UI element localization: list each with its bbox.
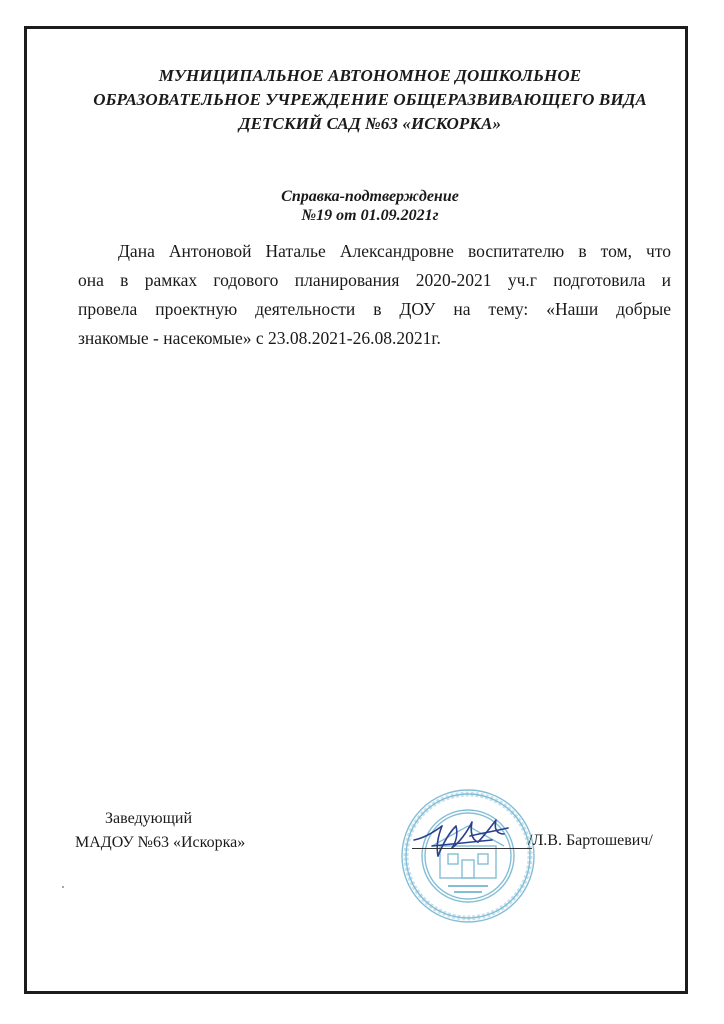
document-title-block [60, 187, 680, 225]
scan-artifact [62, 886, 64, 888]
header-line-3: ДЕТСКИЙ САД №63 «ИСКОРКА» [238, 114, 502, 133]
signatory-position [75, 807, 245, 855]
header-line-2: ОБРАЗОВАТЕЛЬНОЕ УЧРЕЖДЕНИЕ ОБЩЕРАЗВИВАЮЩЕГО ВИДА [93, 90, 647, 109]
signatory-name: /Л.В. Бартошевич/ [528, 832, 653, 849]
body-line-1: Дана Антоновой Наталье Александровне воспитателю в том, что [118, 241, 671, 261]
body-line-4: знакомые - насекомые» с 23.08.2021-26.08.2021г. [78, 328, 441, 348]
body-line-2: она в рамках годового планирования 2020-2021 уч.г подготовила и [78, 270, 671, 290]
document-title: Справка-подтверждение [281, 188, 459, 205]
body-line-3: провела проектную деятельности в ДОУ на тему: «Наши добрые [78, 299, 671, 319]
document-number: №19 от 01.09.2021г [301, 207, 439, 224]
position-title: Заведующий [105, 810, 193, 827]
body-paragraph [78, 237, 671, 353]
organization-header [60, 64, 680, 136]
header-line-1: МУНИЦИПАЛЬНОЕ АВТОНОМНОЕ ДОШКОЛЬНОЕ [158, 66, 582, 85]
organization-short-name: МАДОУ №63 «Искорка» [75, 834, 246, 851]
signature-line [412, 848, 532, 849]
signature-icon [412, 812, 522, 862]
